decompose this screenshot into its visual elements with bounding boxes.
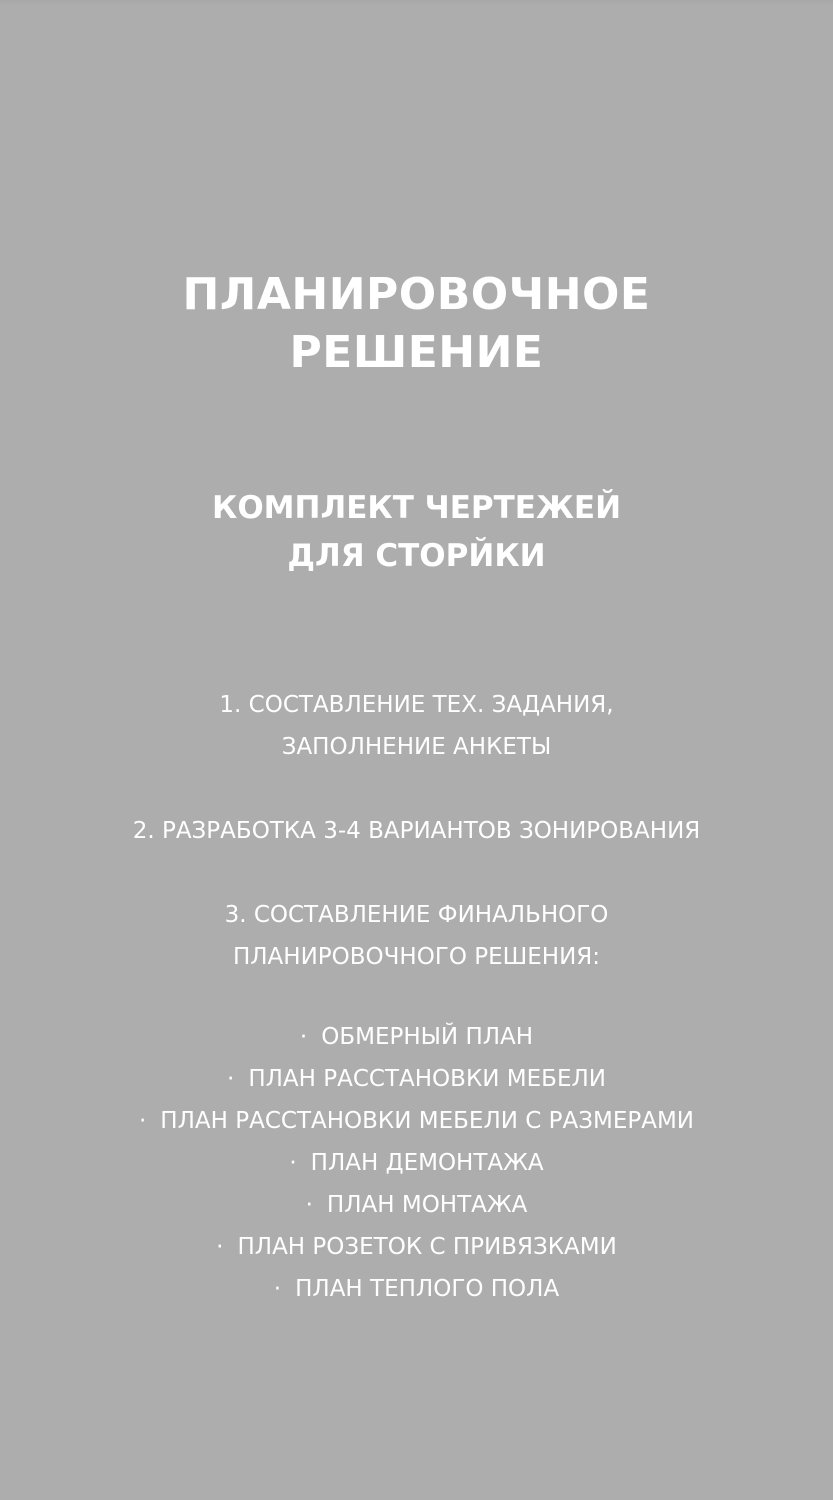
bullet-dot-icon: · — [227, 1066, 235, 1092]
bullet-dot-icon: · — [289, 1150, 297, 1176]
title-line-1: ПЛАНИРОВОЧНОЕ — [182, 269, 651, 320]
list-item — [0, 1268, 833, 1310]
step-3-line-2: ПЛАНИРОВОЧНОГО РЕШЕНИЯ: — [232, 944, 601, 970]
list-item-label: ОБМЕРНЫЙ ПЛАН — [321, 1024, 534, 1050]
list-item-label: ПЛАН ТЕПЛОГО ПОЛА — [295, 1276, 560, 1302]
list-item — [0, 1100, 833, 1142]
bullet-dot-icon: · — [299, 1024, 308, 1050]
list-item — [0, 1142, 833, 1184]
bullet-dot-icon: · — [273, 1276, 282, 1302]
step-2-line-1: 2. РАЗРАБОТКА 3-4 ВАРИАНТОВ ЗОНИРОВАНИЯ — [132, 818, 701, 844]
list-item — [0, 1226, 833, 1268]
list-item — [0, 1016, 833, 1058]
list-item-label: ПЛАН РАССТАНОВКИ МЕБЕЛИ С РАЗМЕРАМИ — [160, 1108, 695, 1134]
deliverables-list — [0, 1016, 833, 1310]
title-line-2: РЕШЕНИЕ — [289, 327, 544, 378]
step-1-line-2: ЗАПОЛНЕНИЕ АНКЕТЫ — [281, 734, 552, 760]
steps-list — [0, 684, 833, 978]
step-1-line-1: 1. СОСТАВЛЕНИЕ ТЕХ. ЗАДАНИЯ, — [219, 692, 614, 718]
step-3-line-1: 3. СОСТАВЛЕНИЕ ФИНАЛЬНОГО — [224, 902, 609, 928]
subtitle-line-2: ДЛЯ СТОРЙКИ — [287, 538, 546, 574]
step-1 — [0, 684, 833, 768]
step-2 — [0, 810, 833, 852]
list-item-label: ПЛАН РОЗЕТОК С ПРИВЯЗКАМИ — [237, 1234, 617, 1260]
list-item-label: ПЛАН ДЕМОНТАЖА — [310, 1150, 544, 1176]
list-item — [0, 1058, 833, 1100]
bullet-dot-icon: · — [305, 1192, 313, 1218]
bullet-dot-icon: · — [216, 1234, 224, 1260]
list-item — [0, 1184, 833, 1226]
subtitle — [0, 484, 833, 580]
list-item-label: ПЛАН МОНТАЖА — [326, 1192, 528, 1218]
page-title — [0, 266, 833, 382]
subtitle-line-1: КОМПЛЕКТ ЧЕРТЕЖЕЙ — [211, 490, 622, 526]
bullet-dot-icon: · — [138, 1108, 147, 1134]
step-3 — [0, 894, 833, 978]
list-item-label: ПЛАН РАССТАНОВКИ МЕБЕЛИ — [248, 1066, 606, 1092]
